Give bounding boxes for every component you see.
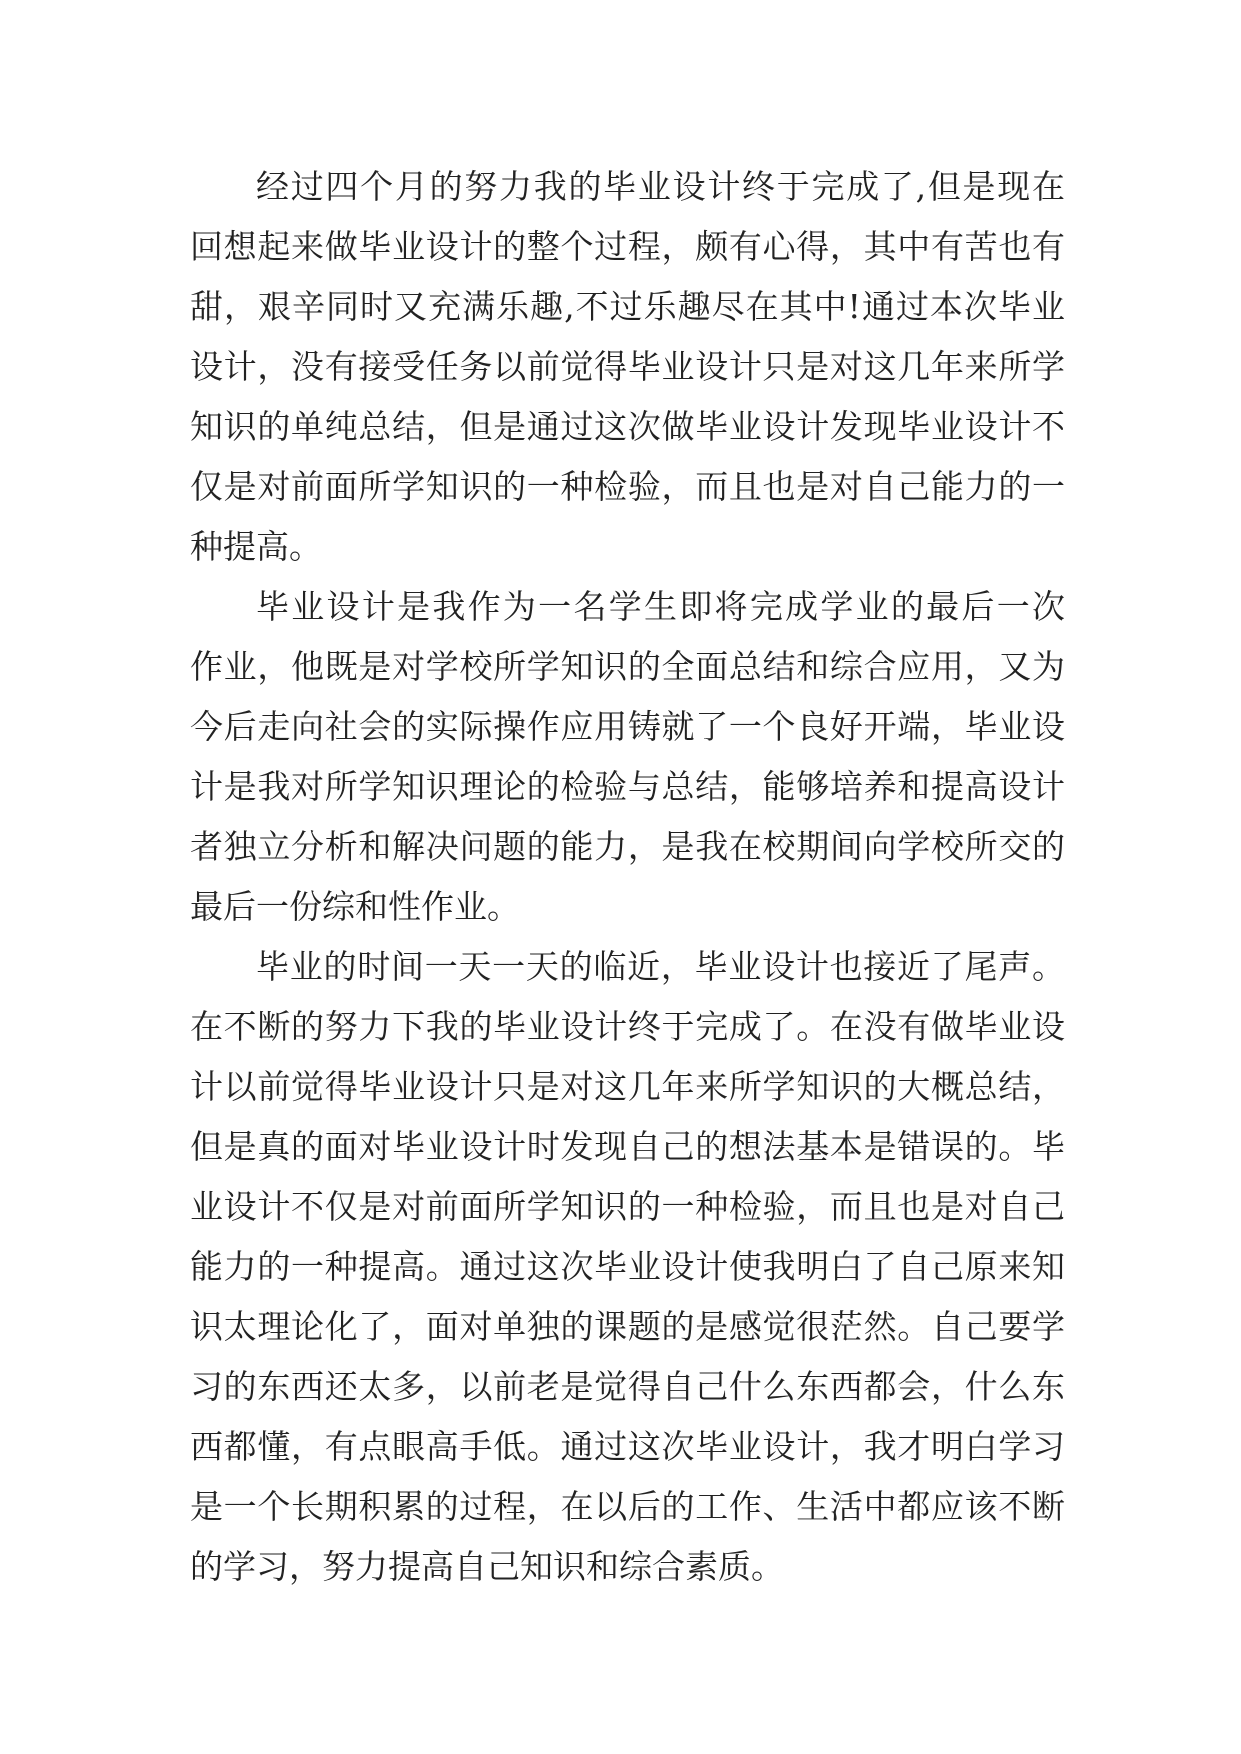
paragraph-line: 知识的单纯总结，但是通过这次做毕业设计发现毕业设计不 [190, 407, 1065, 446]
paragraph-line: 种提高。 [190, 527, 322, 566]
document-body [190, 157, 1065, 1597]
paragraph-line: 的学习，努力提高自己知识和综合素质。 [190, 1547, 784, 1586]
paragraph-line: 能力的一种提高。通过这次毕业设计使我明白了自己原来知 [190, 1247, 1065, 1286]
paragraph-line: 设计，没有接受任务以前觉得毕业设计只是对这几年来所学 [190, 347, 1065, 386]
paragraph-line: 毕业的时间一天一天的临近，毕业设计也接近了尾声。 [256, 947, 1065, 986]
paragraph-line: 计以前觉得毕业设计只是对这几年来所学知识的大概总结， [190, 1067, 1065, 1106]
paragraph-line: 但是真的面对毕业设计时发现自己的想法基本是错误的。毕 [190, 1127, 1065, 1166]
paragraph-line: 西都懂，有点眼高手低。通过这次毕业设计，我才明白学习 [190, 1427, 1065, 1466]
paragraph-2 [190, 577, 1065, 937]
paragraph-line: 作业，他既是对学校所学知识的全面总结和综合应用，又为 [190, 647, 1065, 686]
paragraph-line: 识太理论化了，面对单独的课题的是感觉很茫然。自己要学 [190, 1307, 1065, 1346]
paragraph-line: 毕业设计是我作为一名学生即将完成学业的最后一次 [256, 587, 1065, 626]
paragraph-line: 习的东西还太多，以前老是觉得自己什么东西都会，什么东 [190, 1367, 1065, 1406]
paragraph-line: 经过四个月的努力我的毕业设计终于完成了,但是现在 [256, 167, 1065, 206]
paragraph-line: 在不断的努力下我的毕业设计终于完成了。在没有做毕业设 [190, 1007, 1065, 1046]
paragraph-line: 者独立分析和解决问题的能力，是我在校期间向学校所交的 [190, 827, 1065, 866]
paragraph-line: 仅是对前面所学知识的一种检验，而且也是对自己能力的一 [190, 467, 1065, 506]
paragraph-line: 计是我对所学知识理论的检验与总结，能够培养和提高设计 [190, 767, 1065, 806]
paragraph-line: 是一个长期积累的过程，在以后的工作、生活中都应该不断 [190, 1487, 1065, 1526]
paragraph-line: 最后一份综和性作业。 [190, 887, 520, 926]
paragraph-line: 回想起来做毕业设计的整个过程，颇有心得，其中有苦也有 [190, 227, 1065, 266]
paragraph-line: 业设计不仅是对前面所学知识的一种检验，而且也是对自己 [190, 1187, 1065, 1226]
paragraph-line: 今后走向社会的实际操作应用铸就了一个良好开端，毕业设 [190, 707, 1065, 746]
paragraph-1 [190, 157, 1065, 577]
paragraph-3 [190, 937, 1065, 1597]
paragraph-line: 甜，艰辛同时又充满乐趣,不过乐趣尽在其中!通过本次毕业 [190, 287, 1065, 326]
